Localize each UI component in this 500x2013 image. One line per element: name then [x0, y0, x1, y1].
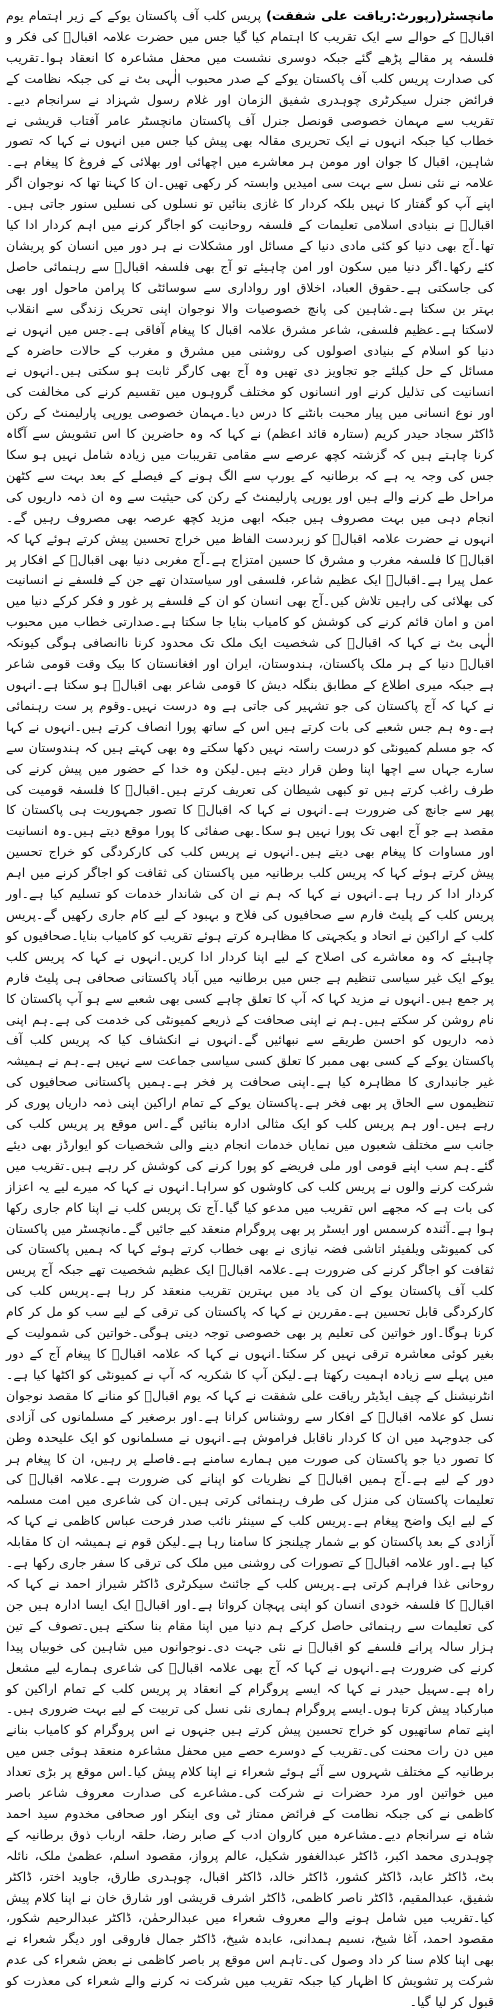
article-body [6, 6, 494, 2013]
article-dateline: مانچسٹر(رپورٹ:ریاقت علی شفقت) [266, 8, 494, 23]
article-text: پریس کلب آف پاکستان یوکے کے زیر اہتمام یوم اقبالؒ کے حوالے سے ایک تقریب کا اہتمام کیا گیا جس میں حضرت علامہ اقبالؒ کی فکر و فلسفہ پر مقالے پڑھے گئے جبکہ دوسری نشست میں محفل مشاعرہ کا انعقاد ہوا۔تقریب کی صدارت پریس کلب آف پاکستان یوکے کے صدر محبوب الٰہی بٹ نے کی جبکہ نظامت کے فرائض جنرل سیکرٹری چوہدری شفیق الزمان اور غلام رسول شہزاد نے سرانجام دیے۔تقریب سے مہمان خصوصی قونصل جنرل آف پاکستان مانچسٹر عامر آفتاب قریشی نے خطاب کیا جبکہ انہوں نے ایک تحریری مقالہ بھی پیش کیا جس میں انہوں نے کہا کہ تصور شاہین، اقبال کا جوان اور مومن ہر معاشرے میں اچھائی اور بھلائی کے فروغ کا پیغام ہے۔علامہ نے نئی نسل سے بہت سی امیدیں وابستہ کر رکھی تھیں۔ان کا کہنا تھا کہ نوجوان اگر اپنے آپ کو گفتار کا نہیں بلکہ کردار کا غازی بنائیں تو نسلوں کی نسلیں سنور جاتی ہیں۔اقبالؒ نے بنیادی اسلامی تعلیمات کے فلسفہ روحانیت کو اجاگر کرنے میں اہم کردار ادا کیا تھا۔آج بھی دنیا کو کئی مادی دنیا کے مسائل اور مشکلات نے ہر دور میں انسان کو پریشان کئے رکھا۔اگر دنیا میں سکون اور امن چاہیئے تو آج بھی فلسفہ اقبالؒ سے رہنمائی حاصل کی جاسکتی ہے۔حقوق العباد، اخلاق اور رواداری سے سوسائٹی کا پرامن ماحول اور بھی بہتر بن سکتا ہے۔شاہین کی پانچ خصوصیات والا نوجوان اپنی تحریک زندگی سے انقلاب لاسکتا ہے۔عظیم فلسفی، شاعر مشرق علامہ اقبال کا پیغام آفاقی ہے۔جس میں انہوں نے دنیا کو اسلام کے بنیادی اصولوں کی روشنی میں مشرق و مغرب کے حالات حاضرہ کے مسائل کے حل کیلئے جو تجاویز دی تھیں وہ آج بھی کارگر ثابت ہو سکتی ہیں۔انہوں نے انسانیت کی تذلیل کرنے اور انسانوں کو مختلف گروہوں میں تقسیم کرنے کی مخالفت کی اور نوع انسانی میں پیار محبت بانٹنے کا درس دیا۔مہمان خصوصی یورپی پارلیمنٹ کے رکن ڈاکٹر سجاد حیدر کریم (ستارہ قائد اعظم) نے کہا کہ وہ حاضرین کا اس تشویش سے آگاہ کرنا چاہتے ہیں کہ گزشتہ کچھ عرصے سے مقامی تقریبات میں زیادہ شامل نہیں ہو سکا جس کی وجہ یہ ہے کہ برطانیہ کے یورپ سے الگ ہونے کے فیصلے کے بعد بہت سے کٹھن مراحل طے کرنے والے ہیں اور یورپی پارلیمنٹ کے رکن کی حیثیت سے وہ ان ذمہ داریوں کی انجام دہی میں بہت مصروف ہیں جبکہ ابھی مزید کچھ عرصہ بھی مصروف رہیں گے۔انہوں نے حضرت علامہ اقبالؒ کو زبردست الفاظ میں خراج تحسین پیش کرتے ہوئے کہا کہ اقبالؒ کا فلسفہ مغرب و مشرق کا حسین امتزاج ہے۔آج مغربی دنیا بھی اقبالؒ کے افکار پر عمل پیرا ہے۔اقبالؒ ایک عظیم شاعر، فلسفی اور سیاستدان تھے جن کے فلسفے نے انسانیت کی بھلائی کی راہیں تلاش کیں۔آج بھی انسان کو ان کے فلسفے پر غور و فکر کرکے دنیا میں امن و امان قائم کرنے کی کوشش کو کامیاب بنایا جا سکتا ہے۔صدارتی خطاب میں محبوب الٰہی بٹ نے کہا کہ اقبالؒ کی شخصیت ایک ملک تک محدود کرنا ناانصافی ہوگی کیونکہ اقبالؒ دنیا کے ہر ملک پاکستان، ہندوستان، ایران اور افغانستان کا بیک وقت قومی شاعر ہے جبکہ میری اطلاع کے مطابق بنگلہ دیش کا قومی شاعر بھی اقبالؒ ہو سکتا ہے۔انہوں نے کہا کہ آج پاکستان کی جو تشہیر کی جاتی ہے وہ درست نہیں۔وقوم پر ست رہنمائی ہے۔وہ ہم جس شعبے کی بات کرتے ہیں اس کے ساتھ پورا انصاف کرتے ہیں۔انہوں نے کہا کہ جو مسلم کمیونٹی کو درست راستہ نہیں دکھا سکتے وہ بھی کہتے ہیں کہ ہندوستان سے سارے جہاں سے اچھا اپنا وطن قرار دیتے ہیں۔لیکن وہ خدا کے حضور میں پیش کرنے کی طرف راغب کرتے ہیں تو کبھی شیطان کی تعریف کرتے ہیں۔اقبالؒ کا فلسفہ قومیت کی پھر سے جانچ کی ضرورت ہے۔انہوں نے کہا کہ اقبالؒ کا تصور جمہوریت ہی پاکستان کا مقصد ہے جو آج ابھی تک پورا نہیں ہو سکا۔بھی صفائی کا پورا موقع دیتے ہیں۔وہ انسانیت اور مساوات کا پیغام بھی دیتے ہیں۔انہوں نے پریس کلب کی کارکردگی کو خراج تحسین پیش کرتے ہوئے کہا کہ پریس کلب برطانیہ میں پاکستان کی ثقافت کو اجاگر کرنے میں اہم کردار ادا کر رہا ہے۔انہوں نے کہا کہ ہم نے ان کی شاندار خدمات کو تسلیم کیا ہے۔اور پریس کلب کے پلیٹ فارم سے صحافیوں کی فلاح و بہبود کے لیے کام جاری رکھیں گے۔پریس کلب کے اراکین نے اتحاد و یکجہتی کا مظاہرہ کرتے ہوئے تقریب کو کامیاب بنایا۔صحافیوں کو چاہیئے کہ وہ معاشرے کی اصلاح کے لیے اپنا کردار ادا کریں۔انہوں نے کہا کہ پریس کلب یوکے ایک غیر سیاسی تنظیم ہے جس میں برطانیہ میں آباد پاکستانی صحافی ہی پلیٹ فارم پر جمع ہیں۔انہوں نے مزید کہا کہ آپ کا تعلق چاہے کسی بھی شعبے سے ہو آپ پاکستان کا نام روشن کر سکتے ہیں۔ہم نے اپنی صحافت کے ذریعے کمیونٹی کی خدمت کی ہے۔ہم اپنی ذمہ داریوں کو احسن طریقے سے نبھائیں گے۔انہوں نے انکشاف کیا کہ پریس کلب آف پاکستان یوکے کے کسی بھی ممبر کا تعلق کسی سیاسی جماعت سے نہیں ہے۔ہم نے ہمیشہ غیر جانبداری کا مظاہرہ کیا ہے۔اپنی صحافت پر فخر ہے۔ہمیں پاکستانی صحافیوں کی تنظیموں سے الحاق پر بھی فخر ہے۔پاکستان یوکے کے تمام اراکین اپنی ذمہ داریاں پوری کر رہے ہیں۔اور ہم پریس کلب کو ایک مثالی ادارہ بنائیں گے۔اس موقع پر پریس کلب کی جانب سے مختلف شعبوں میں نمایاں خدمات انجام دینے والی شخصیات کو ایوارڈز بھی دیئے گئے۔ہم سب اپنے قومی اور ملی فریضے کو پورا کرنے کی کوشش کر رہے ہیں۔تقریب میں شرکت کرنے والوں نے پریس کلب کی کاوشوں کو سراہا۔انہوں نے کہا کہ میرے لیے یہ اعزاز کی بات ہے کہ مجھے اس تقریب میں مدعو کیا گیا۔آج تک پریس کلب نے اپنا کام جاری رکھا ہوا ہے۔آئندہ کرسمس اور ایسٹر پر بھی پروگرام منعقد کیے جائیں گے۔مانچسٹر میں پاکستان کی کمیونٹی ویلفیئر اتاشی فضہ نیازی نے بھی خطاب کرتے ہوئے کہا کہ ہمیں پاکستان کی ثقافت کو اجاگر کرنے کی ضرورت ہے۔علامہ اقبالؒ ایک عظیم شخصیت تھے جبکہ آج پریس کلب آف پاکستان یوکے ان کی یاد میں بہترین تقریب منعقد کر رہا ہے۔پریس کلب کی کارکردگی قابل تحسین ہے۔مقررین نے کہا کہ پاکستان کی ترقی کے لیے سب کو مل کر کام کرنا ہوگا۔اور خواتین کی تعلیم پر بھی خصوصی توجہ دینی ہوگی۔خواتین کی شمولیت کے بغیر کوئی معاشرہ ترقی نہیں کر سکتا۔انہوں نے کہا کہ علامہ اقبالؒ کا پیغام آج کے دور میں پہلے سے زیادہ اہمیت رکھتا ہے۔لیکن آپ کا شکریہ کہ آپ نے کمیونٹی کو اکٹھا کیا ہے۔انٹرنیشنل کے چیف ایڈیٹر ریاقت علی شفقت نے کہا کہ یوم اقبالؒ کو منانے کا مقصد نوجوان نسل کو علامہ اقبالؒ کے افکار سے روشناس کرانا ہے۔اور برصغیر کے مسلمانوں کی آزادی کی جدوجہد میں ان کا کردار ناقابل فراموش ہے۔انہوں نے مسلمانوں کو ایک علیحدہ وطن کا تصور دیا جو پاکستان کی صورت میں ہمارے سامنے ہے۔فاصلے پر رہیں، ان کا پیغام ہر دور کے لیے ہے۔آج ہمیں اقبالؒ کے نظریات کو اپنانے کی ضرورت ہے۔علامہ اقبالؒ کی تعلیمات پاکستان کی منزل کی طرف رہنمائی کرتی ہیں۔ان کی شاعری میں امت مسلمہ کے لیے ایک واضح پیغام ہے۔پریس کلب کے سینئر نائب صدر فرحت عباس کاظمی نے کہا کہ آزادی کے بعد پاکستان کو بے شمار چیلنجز کا سامنا رہا ہے۔لیکن قوم نے ہمیشہ ان کا مقابلہ کیا ہے۔اور علامہ اقبالؒ کے تصورات کی روشنی میں ملک کی ترقی کا سفر جاری رکھا ہے۔روحانی غذا فراہم کرتی ہے۔پریس کلب کے جائنٹ سیکرٹری ڈاکٹر شیراز احمد نے کہا کہ اقبالؒ کا فلسفہ خودی انسان کو اپنی پہچان کرواتا ہے۔اور اقبالؒ ایک ایسا ادارہ ہیں جن کی تعلیمات سے رہنمائی حاصل کرکے ہم دنیا میں اپنا مقام بنا سکتے ہیں۔تصوف کے تین ہزار سالہ پرانے فلسفے کو اقبالؒ نے نئی جہت دی۔نوجوانوں میں شاہین کی خوبیاں پیدا کرنے کی ضرورت ہے۔انہوں نے کہا کہ آج بھی علامہ اقبالؒ کی شاعری ہمارے لیے مشعل راہ ہے۔سہیل حیدر نے کہا کہ ایسے پروگرام کے انعقاد پر پریس کلب کے تمام اراکین کو مبارکباد پیش کرتا ہوں۔ایسے پروگرام ہماری نئی نسل کی تربیت کے لیے بہت ضروری ہیں۔اپنے تمام ساتھیوں کو خراج تحسین پیش کرتے ہیں جنہوں نے اس پروگرام کو کامیاب بنانے میں دن رات محنت کی۔تقریب کے دوسرے حصے میں محفل مشاعرہ منعقد ہوئی جس میں برطانیہ کے مختلف شہروں سے آئے ہوئے شعراء نے اپنا کلام پیش کیا۔اس موقع پر بڑی تعداد میں خواتین اور مرد حضرات نے شرکت کی۔مشاعرے کی صدارت معروف شاعر باصر کاظمی نے کی جبکہ نظامت کے فرائض ممتاز ٹی وی اینکر اور صحافی مخدوم سید احمد شاہ نے سرانجام دیے۔مشاعرہ میں کاروان ادب کے صابر رضا، حلقہ ارباب ذوق برطانیہ کے چوہدری محمد اکبر، ڈاکٹر عبدالغفور شکیل، عالم پرواز، مقصود اسلم، عظمیٰ ملک، نائلہ بٹ، ڈاکٹر عابد، ڈاکٹر کشور، ڈاکٹر خالد، ڈاکٹر اقبال، چوہدری طارق، جاوید اختر، ڈاکٹر شفیق، عبدالمقیم، ڈاکٹر ناصر کاظمی، ڈاکٹر اشرف قریشی اور شارق خان نے اپنا کلام پیش کیا۔تقریب میں شامل ہونے والے معروف شعراء میں عبدالرحمٰن، ڈاکٹر عبدالرحیم شکور، مقصود احمد، آغا شیخ، نسیم ہمدانی، عابدہ شیخ، ڈاکٹر جمال فاروقی اور دیگر شعراء نے بھی اپنا کلام سنا کر داد وصول کی۔تاہم اس موقع پر باصر کاظمی نے بعض شعراء کی عدم شرکت پر تشویش کا اظہار کیا جبکہ تقریب میں شرکت نہ کرنے والے شعراء کی معذرت کو قبول کر لیا گیا۔ [6, 8, 495, 2010]
